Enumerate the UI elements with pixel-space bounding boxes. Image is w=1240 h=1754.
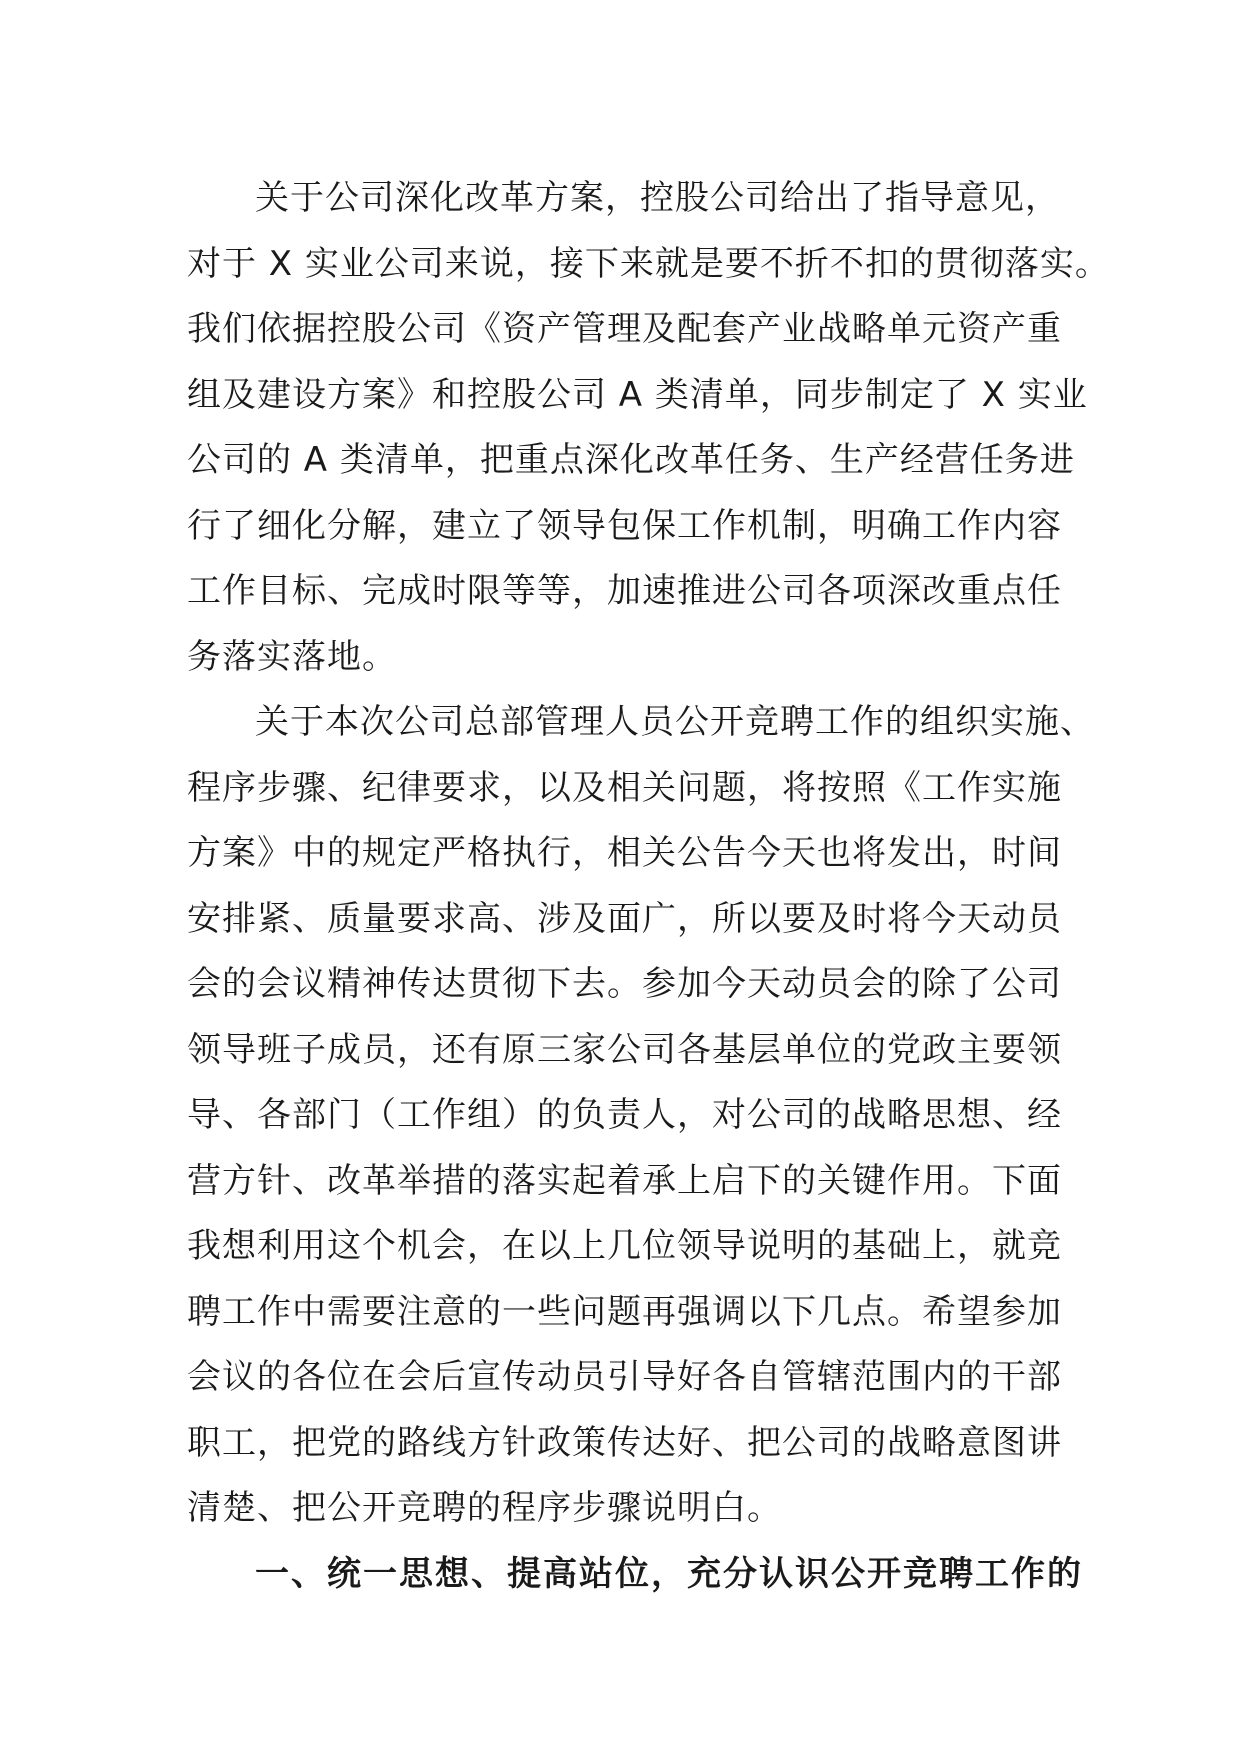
text-line: 会议的各位在会后宣传动员引导好各自管辖范围内的干部 [187,1357,1062,1397]
text-line: 营方针、改革举措的落实起着承上启下的关键作用。下面 [187,1160,1062,1201]
text-line: 导、各部门（工作组）的负责人，对公司的战略思想、经 [187,1095,1062,1135]
text-line: 组及建设方案》和控股公司 A 类清单，同步制定了 X 实业 [187,374,1088,415]
text-line: 方案》中的规定严格执行，相关公告今天也将发出，时间 [187,833,1062,873]
text-line: 领导班子成员，还有原三家公司各基层单位的党政主要领 [187,1029,1062,1070]
text-line: 关于公司深化改革方案，控股公司给出了指导意见， [255,178,1060,218]
text-line: 工作目标、完成时限等等，加速推进公司各项深改重点任 [187,571,1062,611]
section-heading [187,1542,1083,1608]
text-line: 安排紧、质量要求高、涉及面广，所以要及时将今天动员 [187,898,1062,939]
text-line: 聘工作中需要注意的一些问题再强调以下几点。希望参加 [187,1291,1062,1332]
text-line: 对于 X 实业公司来说，接下来就是要不折不扣的贯彻落实。 [187,243,1110,284]
text-line: 公司的 A 类清单，把重点深化改革任务、生产经营任务进 [187,440,1075,480]
text-line: 行了细化分解，建立了领导包保工作机制，明确工作内容 [187,505,1062,546]
text-line: 清楚、把公开竞聘的程序步骤说明白。 [187,1488,782,1528]
text-line: 我们依据控股公司《资产管理及配套产业战略单元资产重 [187,309,1062,349]
text-line: 务落实落地。 [187,636,397,677]
text-line: 我想利用这个机会，在以上几位领导说明的基础上，就竞 [187,1226,1062,1266]
paragraph-reform-plan [187,166,1110,690]
text-line: 关于本次公司总部管理人员公开竞聘工作的组织实施、 [255,702,1095,742]
paragraph-recruitment [187,690,1095,1542]
text-line: 会的会议精神传达贯彻下去。参加今天动员会的除了公司 [187,964,1062,1004]
section-heading-text: 一、统一思想、提高站位，充分认识公开竞聘工作的 [255,1553,1083,1594]
text-line: 程序步骤、纪律要求，以及相关问题，将按照《工作实施 [187,767,1062,808]
text-line: 职工，把党的路线方针政策传达好、把公司的战略意图讲 [187,1422,1062,1463]
document-body [187,166,1110,1607]
